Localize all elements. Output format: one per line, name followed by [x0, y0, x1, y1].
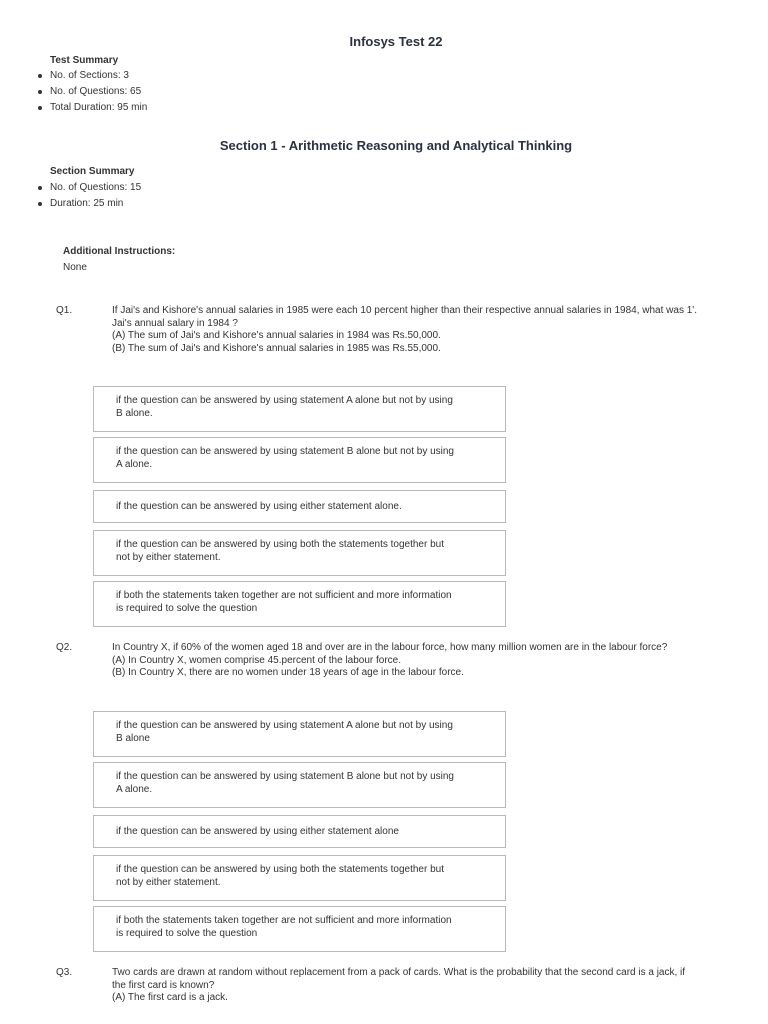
test-summary-list: [50, 68, 147, 116]
question-line: (B) In Country X, there are no women under 18 years of age in the labour force.: [112, 667, 464, 678]
section-summary-duration: Duration: 25 min: [50, 196, 141, 212]
option-line: if the question can be answered by using statement A alone but not by using: [116, 395, 453, 406]
answer-option[interactable]: [93, 711, 506, 757]
question-line: the first card is known?: [112, 979, 215, 991]
question-number: Q2.: [56, 642, 73, 653]
option-line: is required to solve the question: [116, 602, 258, 614]
test-summary-duration: Total Duration: 95 min: [50, 100, 147, 116]
question-number: Q1.: [56, 305, 73, 316]
option-line: if both the statements taken together are not sufficient and more information: [116, 590, 452, 601]
question-line: (A) In Country X, women comprise 45.percent of the labour force.: [112, 654, 402, 666]
question-text: [112, 967, 752, 1005]
instructions-body: None: [63, 262, 87, 273]
page-title: Infosys Test 22: [349, 34, 443, 49]
option-line: B alone.: [116, 407, 153, 419]
option-line: is required to solve the question: [116, 927, 258, 939]
answer-option[interactable]: [93, 815, 506, 848]
option-line: if the question can be answered by using statement B alone but not by using: [116, 771, 454, 782]
question-line: In Country X, if 60% of the women aged 18 and over are in the labour force, how many million women are in the labour force?: [112, 642, 668, 653]
answer-option[interactable]: [93, 530, 506, 576]
option-line: if the question can be answered by using either statement alone.: [116, 501, 402, 512]
answer-option[interactable]: [93, 762, 506, 808]
test-summary-sections: No. of Sections: 3: [50, 68, 147, 84]
option-line: if the question can be answered by using statement B alone but not by using: [116, 446, 454, 457]
section-summary-list: [50, 180, 141, 212]
test-summary-questions: No. of Questions: 65: [50, 84, 147, 100]
option-line: A alone.: [116, 783, 153, 795]
option-line: if the question can be answered by using either statement alone: [116, 826, 399, 837]
question-text: [112, 305, 752, 355]
answer-option[interactable]: [93, 581, 506, 627]
answer-option[interactable]: [93, 386, 506, 432]
answer-option[interactable]: [93, 855, 506, 901]
section-title: Section 1 - Arithmetic Reasoning and Analytical Thinking: [219, 138, 573, 153]
question-line: Jai's annual salary in 1984 ?: [112, 317, 238, 329]
answer-option[interactable]: [93, 490, 506, 523]
question-number: Q3.: [56, 967, 73, 978]
option-line: A alone.: [116, 458, 153, 470]
answer-option[interactable]: [93, 906, 506, 952]
section-summary-heading: Section Summary: [50, 166, 135, 177]
option-line: if the question can be answered by using both the statements together but: [116, 864, 444, 875]
question-text: [112, 642, 752, 680]
option-line: not by either statement.: [116, 876, 221, 888]
option-line: not by either statement.: [116, 551, 221, 563]
question-line: (A) The sum of Jai's and Kishore's annual salaries in 1984 was Rs.50,000.: [112, 330, 441, 341]
instructions-heading: Additional Instructions:: [63, 246, 176, 257]
section-summary-questions: No. of Questions: 15: [50, 180, 141, 196]
option-line: if both the statements taken together are not sufficient and more information: [116, 915, 452, 926]
option-line: if the question can be answered by using both the statements together but: [116, 539, 444, 550]
question-line: If Jai's and Kishore's annual salaries in 1985 were each 10 percent higher than their respective annual salaries in 1984, what was 1'.: [112, 305, 697, 316]
test-summary-heading: Test Summary: [50, 55, 119, 66]
question-line: (A) The first card is a jack.: [112, 992, 228, 1003]
option-line: if the question can be answered by using statement A alone but not by using: [116, 720, 453, 731]
question-line: Two cards are drawn at random without replacement from a pack of cards. What is the probability that the second card is a jack, if: [112, 967, 686, 978]
option-line: B alone: [116, 732, 150, 744]
answer-option[interactable]: [93, 437, 506, 483]
question-line: (B) The sum of Jai's and Kishore's annual salaries in 1985 was Rs.55,000.: [112, 342, 441, 354]
